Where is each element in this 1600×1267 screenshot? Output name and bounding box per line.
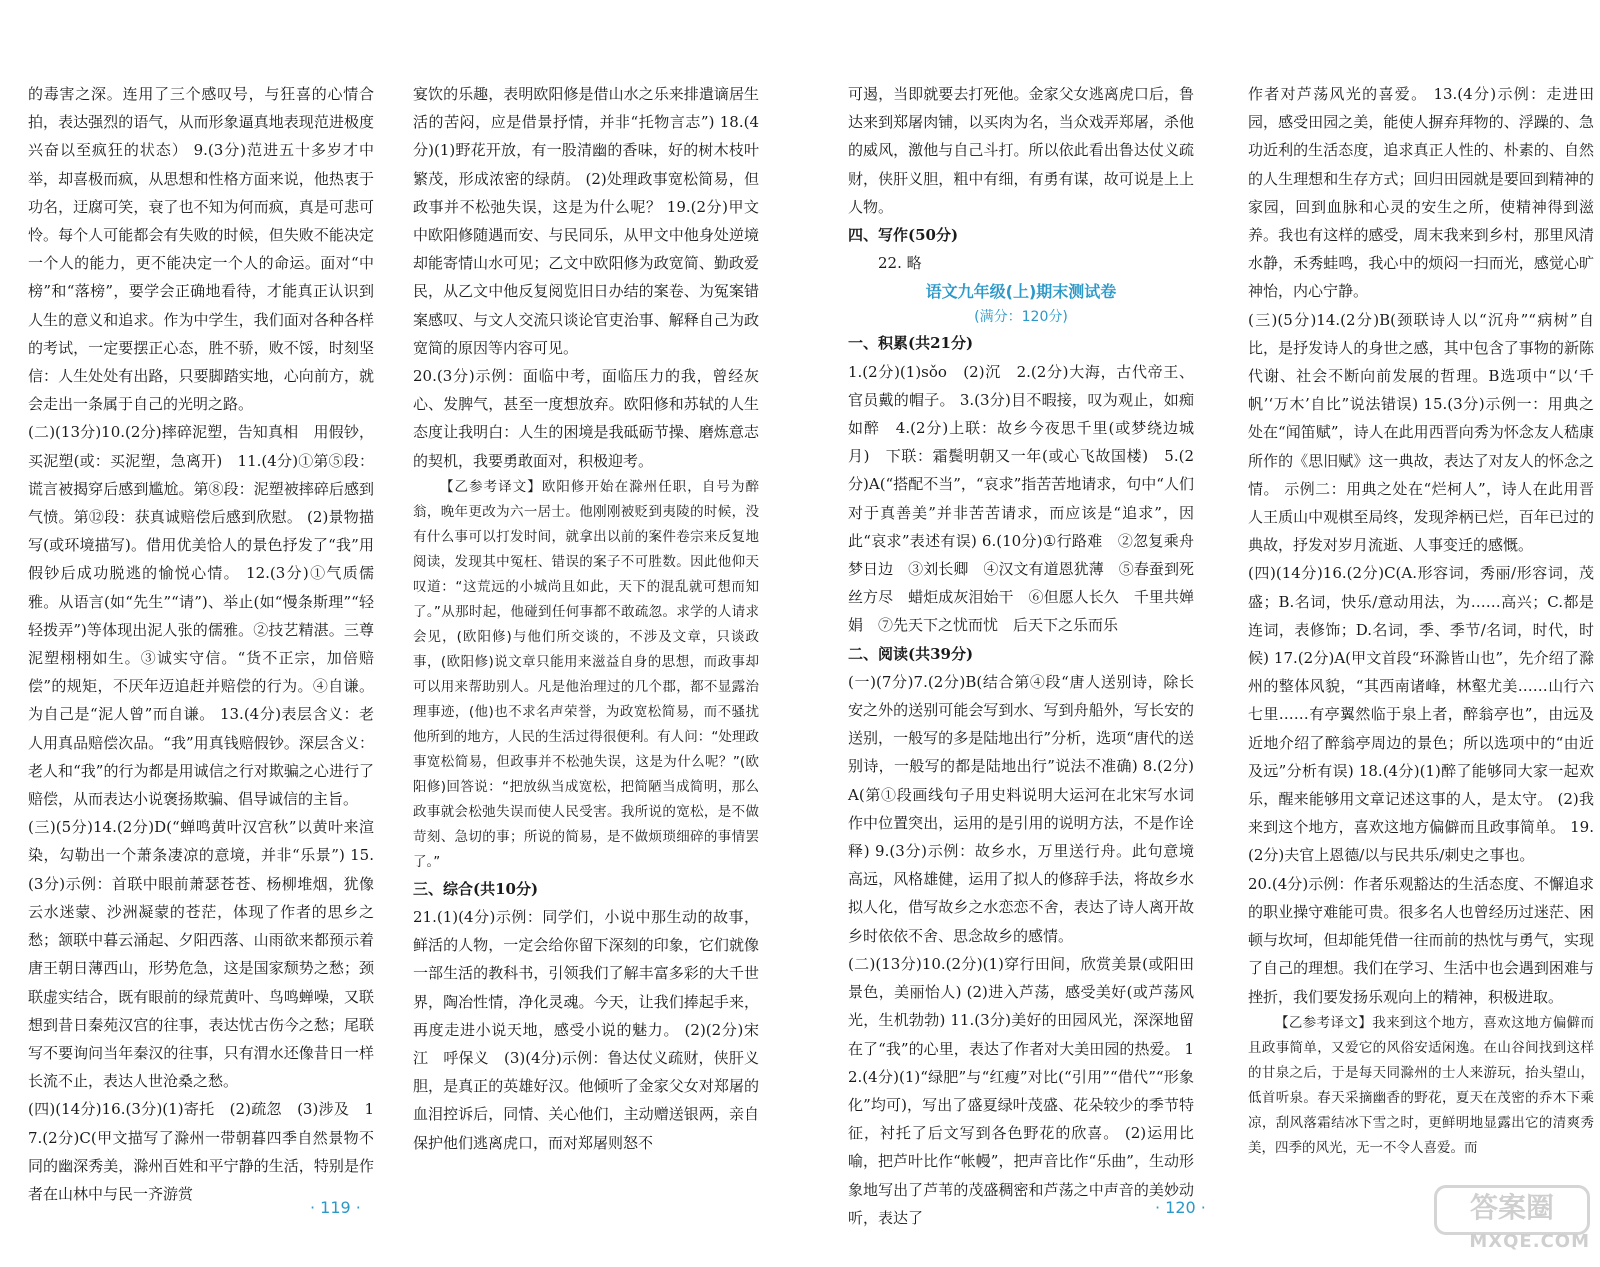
exam-full-score: (满分：120分) [974, 309, 1068, 326]
answer-paragraph: 21.(1)(4分)示例：同学们，小说中那生动的故事，鲜活的人物，一定会给你留下深刻的印象，它们就像一部生活的教科书，引领我们了解丰富多彩的大千世界，陶冶性情，净化灵魂。今天，让我们捧起手来，再度走进小说天地，感受小说的魅力。 (2)(2分)宋江 呼保义 (3)(4分)示例：鲁达仗义疏财，侠肝义胆，是真正的英雄好汉。他倾听了金家父女对郑屠的血泪控诉后，同情、关心他们，主动赠送银两，亲自保护他们逃离虎口，而对郑屠则怒不 [413, 908, 759, 1152]
answer-paragraph: (一)(7分)7.(2分)B(结合第④段“唐人送别诗，除长安之外的送别可能会写到水、写到舟船外，写长安的送别，一般写的多是陆地出行”分析，选项“唐代的送别诗，一般写的都是陆地出行”说法不准确) 8.(2分)A(第①段画线句子用史料说明大运河在北宋写水词作中位置突出，运用的是引用的说明方法，不是作诠释) 9.(3分)示例：故乡水，万里送行舟。此句意境高远，风格雄健，运用了拟人的修辞手法，将故乡水拟人化，借写故乡之水恋恋不舍，表达了诗人离开故乡时依依不舍、思念故乡的感情。 [848, 672, 1194, 945]
exam-title: 语文九年级(上)期末测试卷 [925, 282, 1117, 302]
answer-paragraph: 1.(2分)(1)sǒo (2)沉 2.(2分)大海，古代帝王、官员戴的帽子。 3.(3分)目不暇接，叹为观止，如痴如醉 4.(2分)上联：故乡今夜思千里(或梦绕边城月) 下联：霜鬓明朝又一年(或心飞故国楼) 5.(2分)A(“搭配不当”，“哀求”指苦苦地请求，句中“人们对于真善美”并非苦苦请求，而应该是“追求”，因此“哀求”表述有误) 6.(10分)①行路难 ②忽复乘舟梦日边 ③刘长卿 ④汉文有道恩犹薄 ⑤春蚕到死丝方尽 蜡炬成灰泪始干 ⑥但愿人长久 千里共婵娟 ⑦先天下之忧而忧 后天下之乐而乐 [848, 362, 1194, 635]
reference-translation: 【乙参考译文】我来到这个地方，喜欢这地方偏僻而且政事简单，又爱它的风俗安适闲逸。在山谷间找到这样的甘泉之后，于是每天同滁州的士人来游玩，抬头望山，低首听泉。春天采摘幽香的野花，夏天在茂密的乔木下乘凉，刮风落霜结冰下雪之时，更鲜明地显露出它的清爽秀美，四季的风光，无一不令人喜爱。而 [1248, 1014, 1594, 1156]
answer-paragraph: (二)(13分)10.(2分)(1)穿行田间，欣赏美景(或阳田景色，美丽怡人) (2)进入芦荡，感受美好(或芦荡风光，生机勃勃) 11.(3分)美好的田园风光，深深地留在了“我”的心里，表达了作者对大美田园的热爱。 12.(4分)(1)“绿肥”与“红瘦”对比(“引用”“借代”“形象化”均可)，写出了盛夏绿叶茂盛、花朵较少的季节特征，衬托了后文写到各色野花的欣喜。 (2)运用比喻，把芦叶比作“帐幔”，把声音比作“乐曲”，生动形象地写出了芦苇的茂盛稠密和芦荡之中声音的美妙动听，表达了 [848, 954, 1194, 1227]
page-number-119: · 119 · [310, 1198, 361, 1217]
answer-paragraph: 20.(4分)示例：作者乐观豁达的生活态度、不懈追求的职业操守难能可贵。很多名人也曾经历过迷茫、困顿与坎坷，但却能凭借一往而前的热忱与勇气，实现了自己的理想。我们在学习、生活中也会遇到困难与挫折，我们要发扬乐观向上的精神，积极进取。 [1248, 874, 1594, 1006]
page-number-120: · 120 · [1155, 1198, 1206, 1217]
answer-paragraph: 宴饮的乐趣，表明欧阳修是借山水之乐来排遣谪居生活的苦闷，应是借景抒情，并非“托物言志”) 18.(4分)(1)野花开放，有一股清幽的香味，好的树木枝叶繁茂，形成浓密的绿荫。 (2)处理政事宽松简易，但政事并不松弛失误，这是为什么呢？ 19.(2分)甲文中欧阳修随遇而安、与民同乐，从甲文中他身处逆境却能寄情山水可见；乙文中欧阳修为政宽简、勤政爱民，从乙文中他反复阅览旧日办结的案卷、为冤案错案感叹、与文人交流只谈论官吏治事、解释自己为政宽简的原因等内容可见。 [413, 85, 759, 357]
answer-paragraph: 作者对芦荡风光的喜爱。 13.(4分)示例：走进田园，感受田园之美，能使人摒弃拜物的、浮躁的、急功近利的生活态度，追求真正人性的、朴素的、自然的人生理想和生存方式；回归田园就是要回到精神的家园，回到血脉和心灵的安生之所，使精神得到滋养。我也有这样的感受，周末我来到乡村，那里风清水静，禾秀蛙鸣，我心中的烦闷一扫而光，感觉心旷神怡，内心宁静。 [1248, 85, 1594, 301]
answer-paragraph: 可遏，当即就要去打死他。金家父女逃离虎口后，鲁达来到郑屠肉铺，以买肉为名，当众戏弄郑屠，杀他的威风，激他与自己斗打。所以依此看出鲁达仗义疏财，侠肝义胆，粗中有细，有勇有谋，故可说是上上人物。 [848, 85, 1194, 216]
watermark-url: MXQE.COM [1469, 1231, 1590, 1252]
reference-translation: 【乙参考译文】欧阳修开始在滁州任职，自号为醉翁，晚年更改为六一居士。他刚刚被贬到夷陵的时候，没有什么事可以打发时间，就拿出以前的案件卷宗来反复地阅读，发现其中冤枉、错误的案子不可胜数。因此他仰天叹道：“这荒远的小城尚且如此，天下的混乱就可想而知了。”从那时起，他碰到任何事都不敢疏忽。求学的人请求会见，(欧阳修)与他们所交谈的，不涉及文章，只谈政事，(欧阳修)说文章只能用来滋益自身的思想，而政事却可以用来帮助别人。凡是他治理过的几个郡，都不显露治理事迹，(他)也不求名声荣誉，为政宽松简易，而不骚扰他所到的地方，人民的生活过得很便利。有人问：“处理政事宽松简易，但政事并不松弛失误，这是为什么呢？”(欧阳修)回答说：“把放纵当成宽松，把简陋当成简明，那么政事就会松弛失误而使人民受害。我所说的宽松，是不做苛刻、急切的事；所说的简易，是不做烦琐细碎的事情罢了。” [413, 478, 759, 870]
answer-paragraph: (三)(5分)14.(2分)D(“蝉鸣黄叶汉宫秋”以黄叶来渲染，勾勒出一个萧条凄凉的意境，并非“乐景”) 15.(3分)示例：首联中眼前萧瑟苍苍、杨柳堆烟，犹像云水迷蒙、沙洲凝蒙的苍茫，体现了作者的思乡之愁；颔联中暮云涌起、夕阳西落、山雨欲来都预示着唐王朝日薄西山，形势危急，这是国家颓势之愁；颈联虚实结合，既有眼前的绿荒黄叶、鸟鸣蝉噪，又联想到昔日秦苑汉宫的往事，表达忧古伤今之愁；尾联写不要询问当年秦汉的往事，只有渭水还像昔日一样长流不止，表达人世沧桑之愁。 [28, 818, 374, 1091]
answer-paragraph: (三)(5分)14.(2分)B(颈联诗人以“沉舟”“病树”自比，是抒发诗人的身世之感，其中包含了事物的新陈代谢、社会不断向前发展的哲理。B选项中“以‘千帆’‘万木’自比”说法错误) 15.(3分)示例一：用典之处在“闻笛赋”，诗人在此用西晋向秀为怀念友人嵇康所作的《思旧赋》这一典故，表达了对友人的怀念之情。 示例二：用典之处在“烂柯人”，诗人在此用晋人王质山中观棋至局终，发现斧柄已烂，百年已过的典故，抒发对岁月流逝、人事变迁的感慨。 [1248, 310, 1594, 555]
answer-paragraph: 的毒害之深。连用了三个感叹号，与狂喜的心情合拍，表达强烈的语气，从而形象逼真地表现范进极度兴奋以至疯狂的状态） 9.(3分)范进五十多岁才中举，却喜极而疯，从思想和性格方面来说，他热衷于功名，迂腐可笑，衰了也不知为何而疯，真是可悲可怜。每个人可能都会有失败的时候，但失败不能决定一个人的能力，更不能决定一个人的命运。面对“中榜”和“落榜”，要学会正确地看待，才能真正认识到人生的意义和追求。作为中学生，我们面对各种各样的考试，一定要摆正心态，胜不骄，败不馁，时刻坚信：人生处处有出路，只要脚踏实地，心向前方，就会走出一条属于自己的光明之路。 [28, 85, 374, 414]
answer-paragraph: (二)(13分)10.(2分)摔碎泥塑，告知真相 用假钞，买泥塑(或：买泥塑，急离开) 11.(4分)①第⑤段：谎言被揭穿后感到尴尬。第⑧段：泥塑被摔碎后感到气愤。第⑫段：获真诚赔偿后感到欣慰。 (2)景物描写(或环境描写)。借用优美恰人的景色抒发了“我”用假钞后成功脱逃的愉悦心情。 12.(3分)①气质儒雅。从语言(如“先生”“请”)、举止(如“慢条斯理”“轻轻拨弄”)等体现出泥人张的儒雅。②技艺精湛。三尊泥塑栩栩如生。③诚实守信。“货不正宗，加倍赔偿”的规矩，不厌年迈追赶并赔偿的行为。④自谦。为自己是“泥人曾”而自谦。 13.(4分)表层含义：老人用真品赔偿次品。“我”用真钱赔假钞。深层含义：老人和“我”的行为都是用诚信之行对欺骗之心进行了赔偿，从而表达小说褒扬欺骗、倡导诚信的主旨。 [28, 423, 374, 809]
answer-paragraph: (四)(14分)16.(3分)(1)寄托 (2)疏忽 (3)涉及 17.(2分)C(甲文描写了滁州一带朝暮四季自然景物不同的幽深秀美，滁州百姓和平宁静的生活，特别是作者在山林中与民一齐游赏 [28, 1100, 374, 1203]
section-heading: 一、积累(共21分) [848, 334, 974, 353]
section-heading: 三、综合(共10分) [413, 879, 539, 898]
watermark-logo [1400, 1185, 1590, 1253]
left-column-b [413, 80, 759, 1180]
answer-paragraph: 22. 略 [878, 254, 922, 273]
left-column-a [28, 80, 374, 1203]
section-heading: 四、写作(50分) [848, 226, 959, 245]
right-column-a [848, 80, 1194, 1227]
answer-paragraph: 20.(3分)示例：面临中考，面临压力的我，曾经灰心、发脾气，甚至一度想放弃。欧阳修和苏轼的人生态度让我明白：人生的困境是我砥砺节操、磨炼意志的契机，我要勇敢面对，积极迎考。 [413, 367, 759, 470]
right-page [800, 0, 1600, 1267]
right-column-b [1248, 80, 1594, 1180]
section-heading: 二、阅读(共39分) [848, 644, 974, 663]
watermark-logo-text: 答案圈 [1434, 1185, 1590, 1235]
answer-paragraph: (四)(14分)16.(2分)C(A.形容词，秀丽/形容词，茂盛；B.名词，快乐/意动用法，为……高兴；C.都是连词，表修饰；D.名词，季、季节/名词，时代，时候) 17.(2分)A(甲文首段“环滁皆山也”，先介绍了滁州的整体风貌，“其西南诸峰，林壑尤美……山行六七里……有亭翼然临于泉上者，醉翁亭也”，由远及近地介绍了醉翁亭周边的景色；所以选项中的“由近及远”分析有误) 18.(4分)(1)醉了能够同大家一起欢乐，醒来能够用文章记述这事的人，是太守。 (2)我来到这个地方，喜欢这地方偏僻而且政事简单。 19.(2分)夫官上恩德/以与民共乐/刺史之事也。 [1248, 564, 1594, 865]
